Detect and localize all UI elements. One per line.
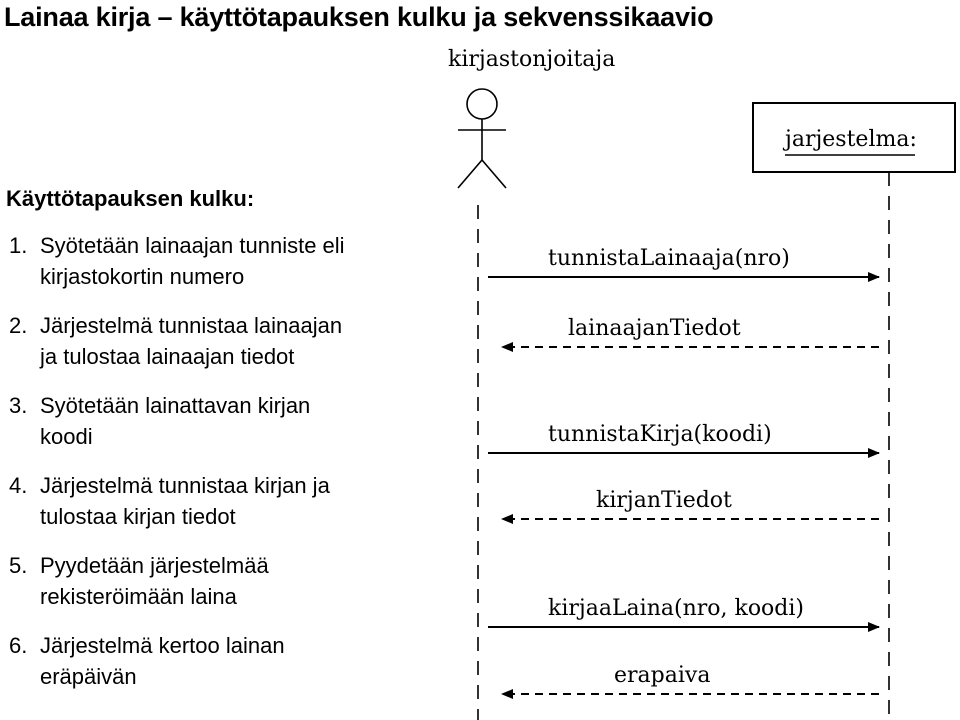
step-number: 5. (9, 553, 28, 578)
use-case-heading: Käyttötapauksen kulku: (6, 186, 255, 211)
message-label: kirjanTiedot (596, 488, 732, 513)
step-text-line: Pyydetään järjestelmää (40, 553, 269, 578)
step-text-line: Järjestelmä tunnistaa lainaajan (40, 313, 343, 338)
step-number: 4. (9, 473, 28, 498)
message-label: erapaiva (614, 663, 711, 688)
step-text-line: Syötetään lainaajan tunniste eli (40, 233, 345, 258)
step-text-line: ja tulostaa lainaajan tiedot (40, 344, 295, 369)
message-layer (488, 246, 879, 694)
system-label: jarjestelma: (785, 127, 917, 152)
message-label: lainaajanTiedot (568, 316, 741, 341)
step-number: 1. (9, 233, 28, 258)
step-text-line: Järjestelmä tunnistaa kirjan ja (40, 473, 330, 498)
step-text-line: rekisteröimään laina (40, 584, 237, 609)
step-number: 2. (9, 313, 28, 338)
step-text-line: Järjestelmä kertoo lainan (40, 633, 285, 658)
actor-label: kirjastonjoitaja (448, 47, 616, 72)
step-text-line: koodi (40, 424, 93, 449)
step-number: 6. (9, 633, 28, 658)
step-text-line: Syötetään lainattavan kirjan (40, 393, 311, 418)
step-text-line: kirjastokortin numero (40, 264, 245, 289)
message-label: kirjaaLaina(nro, koodi) (548, 596, 805, 621)
step-number: 3. (9, 393, 28, 418)
message-label: tunnistaKirja(koodi) (548, 422, 772, 447)
actor-stick-figure-icon (458, 89, 506, 188)
page-title: Lainaa kirja – käyttötapauksen kulku ja sekvenssikaavio (4, 2, 714, 32)
step-text-line: eräpäivän (40, 664, 137, 689)
step-text-line: tulostaa kirjan tiedot (40, 504, 236, 529)
message-label: tunnistaLainaaja(nro) (548, 246, 790, 271)
